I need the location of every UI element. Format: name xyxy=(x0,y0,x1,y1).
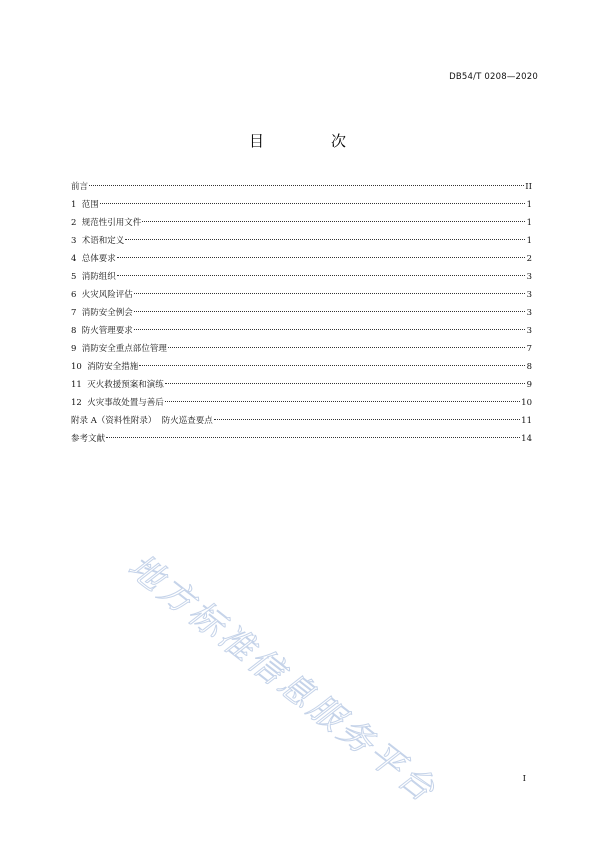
toc-dot-leader xyxy=(142,221,525,222)
toc-entry-page: 2 xyxy=(526,254,532,264)
toc-entry-page: 3 xyxy=(526,308,532,318)
toc-entry-page: II xyxy=(525,182,532,192)
toc-dot-leader xyxy=(168,347,525,348)
toc-entry-bibliography[interactable] xyxy=(71,430,532,448)
toc-entry-key-area-management[interactable] xyxy=(71,340,532,358)
toc-dot-leader xyxy=(165,401,520,402)
toc-entry-foreword[interactable] xyxy=(71,178,532,196)
toc-dot-leader xyxy=(106,437,520,438)
toc-entry-safety-meetings[interactable] xyxy=(71,304,532,322)
toc-entry-fire-risk-assessment[interactable] xyxy=(71,286,532,304)
page-number: I xyxy=(522,774,526,784)
toc-list xyxy=(71,178,532,448)
toc-entry-page: 8 xyxy=(526,362,532,372)
toc-entry-label: 4 总体要求 xyxy=(71,254,116,264)
toc-entry-rescue-plan-drills[interactable] xyxy=(71,376,532,394)
toc-entry-label: 7 消防安全例会 xyxy=(71,308,133,318)
toc-entry-safety-measures[interactable] xyxy=(71,358,532,376)
toc-entry-page: 3 xyxy=(526,272,532,282)
document-code: DB54/T 0208—2020 xyxy=(449,72,538,82)
toc-entry-page: 10 xyxy=(521,398,532,408)
toc-dot-leader xyxy=(165,383,525,384)
toc-entry-page: 14 xyxy=(521,434,532,444)
toc-entry-label: 前言 xyxy=(71,182,89,192)
toc-dot-leader xyxy=(117,257,525,258)
toc-entry-page: 3 xyxy=(526,326,532,336)
toc-dot-leader xyxy=(117,275,525,276)
toc-dot-leader xyxy=(214,419,520,420)
toc-entry-page: 9 xyxy=(526,380,532,390)
toc-entry-page: 11 xyxy=(521,416,532,426)
toc-dot-leader xyxy=(134,293,525,294)
toc-entry-label: 8 防火管理要求 xyxy=(71,326,133,336)
toc-entry-page: 3 xyxy=(526,290,532,300)
toc-entry-page: 1 xyxy=(526,200,532,210)
toc-entry-label: 12 火灾事故处置与善后 xyxy=(71,398,164,408)
toc-entry-label: 3 术语和定义 xyxy=(71,236,125,246)
toc-entry-fire-organization[interactable] xyxy=(71,268,532,286)
toc-entry-appendix-a[interactable] xyxy=(71,412,532,430)
toc-entry-fire-prevention-management[interactable] xyxy=(71,322,532,340)
watermark: 地方标准信息服务平台 xyxy=(120,546,445,812)
toc-title: 目 次 xyxy=(248,132,372,150)
toc-entry-normative-references[interactable] xyxy=(71,214,532,232)
toc-entry-label: 参考文献 xyxy=(71,434,106,444)
toc-dot-leader xyxy=(139,365,525,366)
toc-entry-scope[interactable] xyxy=(71,196,532,214)
toc-entry-page: 7 xyxy=(526,344,532,354)
toc-entry-label: 9 消防安全重点部位管理 xyxy=(71,344,167,354)
toc-entry-general-requirements[interactable] xyxy=(71,250,532,268)
toc-dot-leader xyxy=(134,311,525,312)
toc-entry-label: 6 火灾风险评估 xyxy=(71,290,133,300)
toc-entry-label: 附录 A（资料性附录） 防火巡查要点 xyxy=(71,416,213,426)
toc-entry-label: 10 消防安全措施 xyxy=(71,362,139,372)
toc-entry-incident-handling[interactable] xyxy=(71,394,532,412)
toc-dot-leader xyxy=(100,203,525,204)
toc-dot-leader xyxy=(89,185,524,186)
toc-entry-terms-definitions[interactable] xyxy=(71,232,532,250)
toc-entry-label: 1 范围 xyxy=(71,200,99,210)
toc-dot-leader xyxy=(134,329,525,330)
toc-entry-label: 5 消防组织 xyxy=(71,272,116,282)
toc-entry-label: 2 规范性引用文件 xyxy=(71,218,142,228)
toc-entry-label: 11 灭火救援预案和演练 xyxy=(71,380,164,390)
toc-dot-leader xyxy=(125,239,525,240)
toc-entry-page: 1 xyxy=(526,236,532,246)
toc-entry-page: 1 xyxy=(526,218,532,228)
